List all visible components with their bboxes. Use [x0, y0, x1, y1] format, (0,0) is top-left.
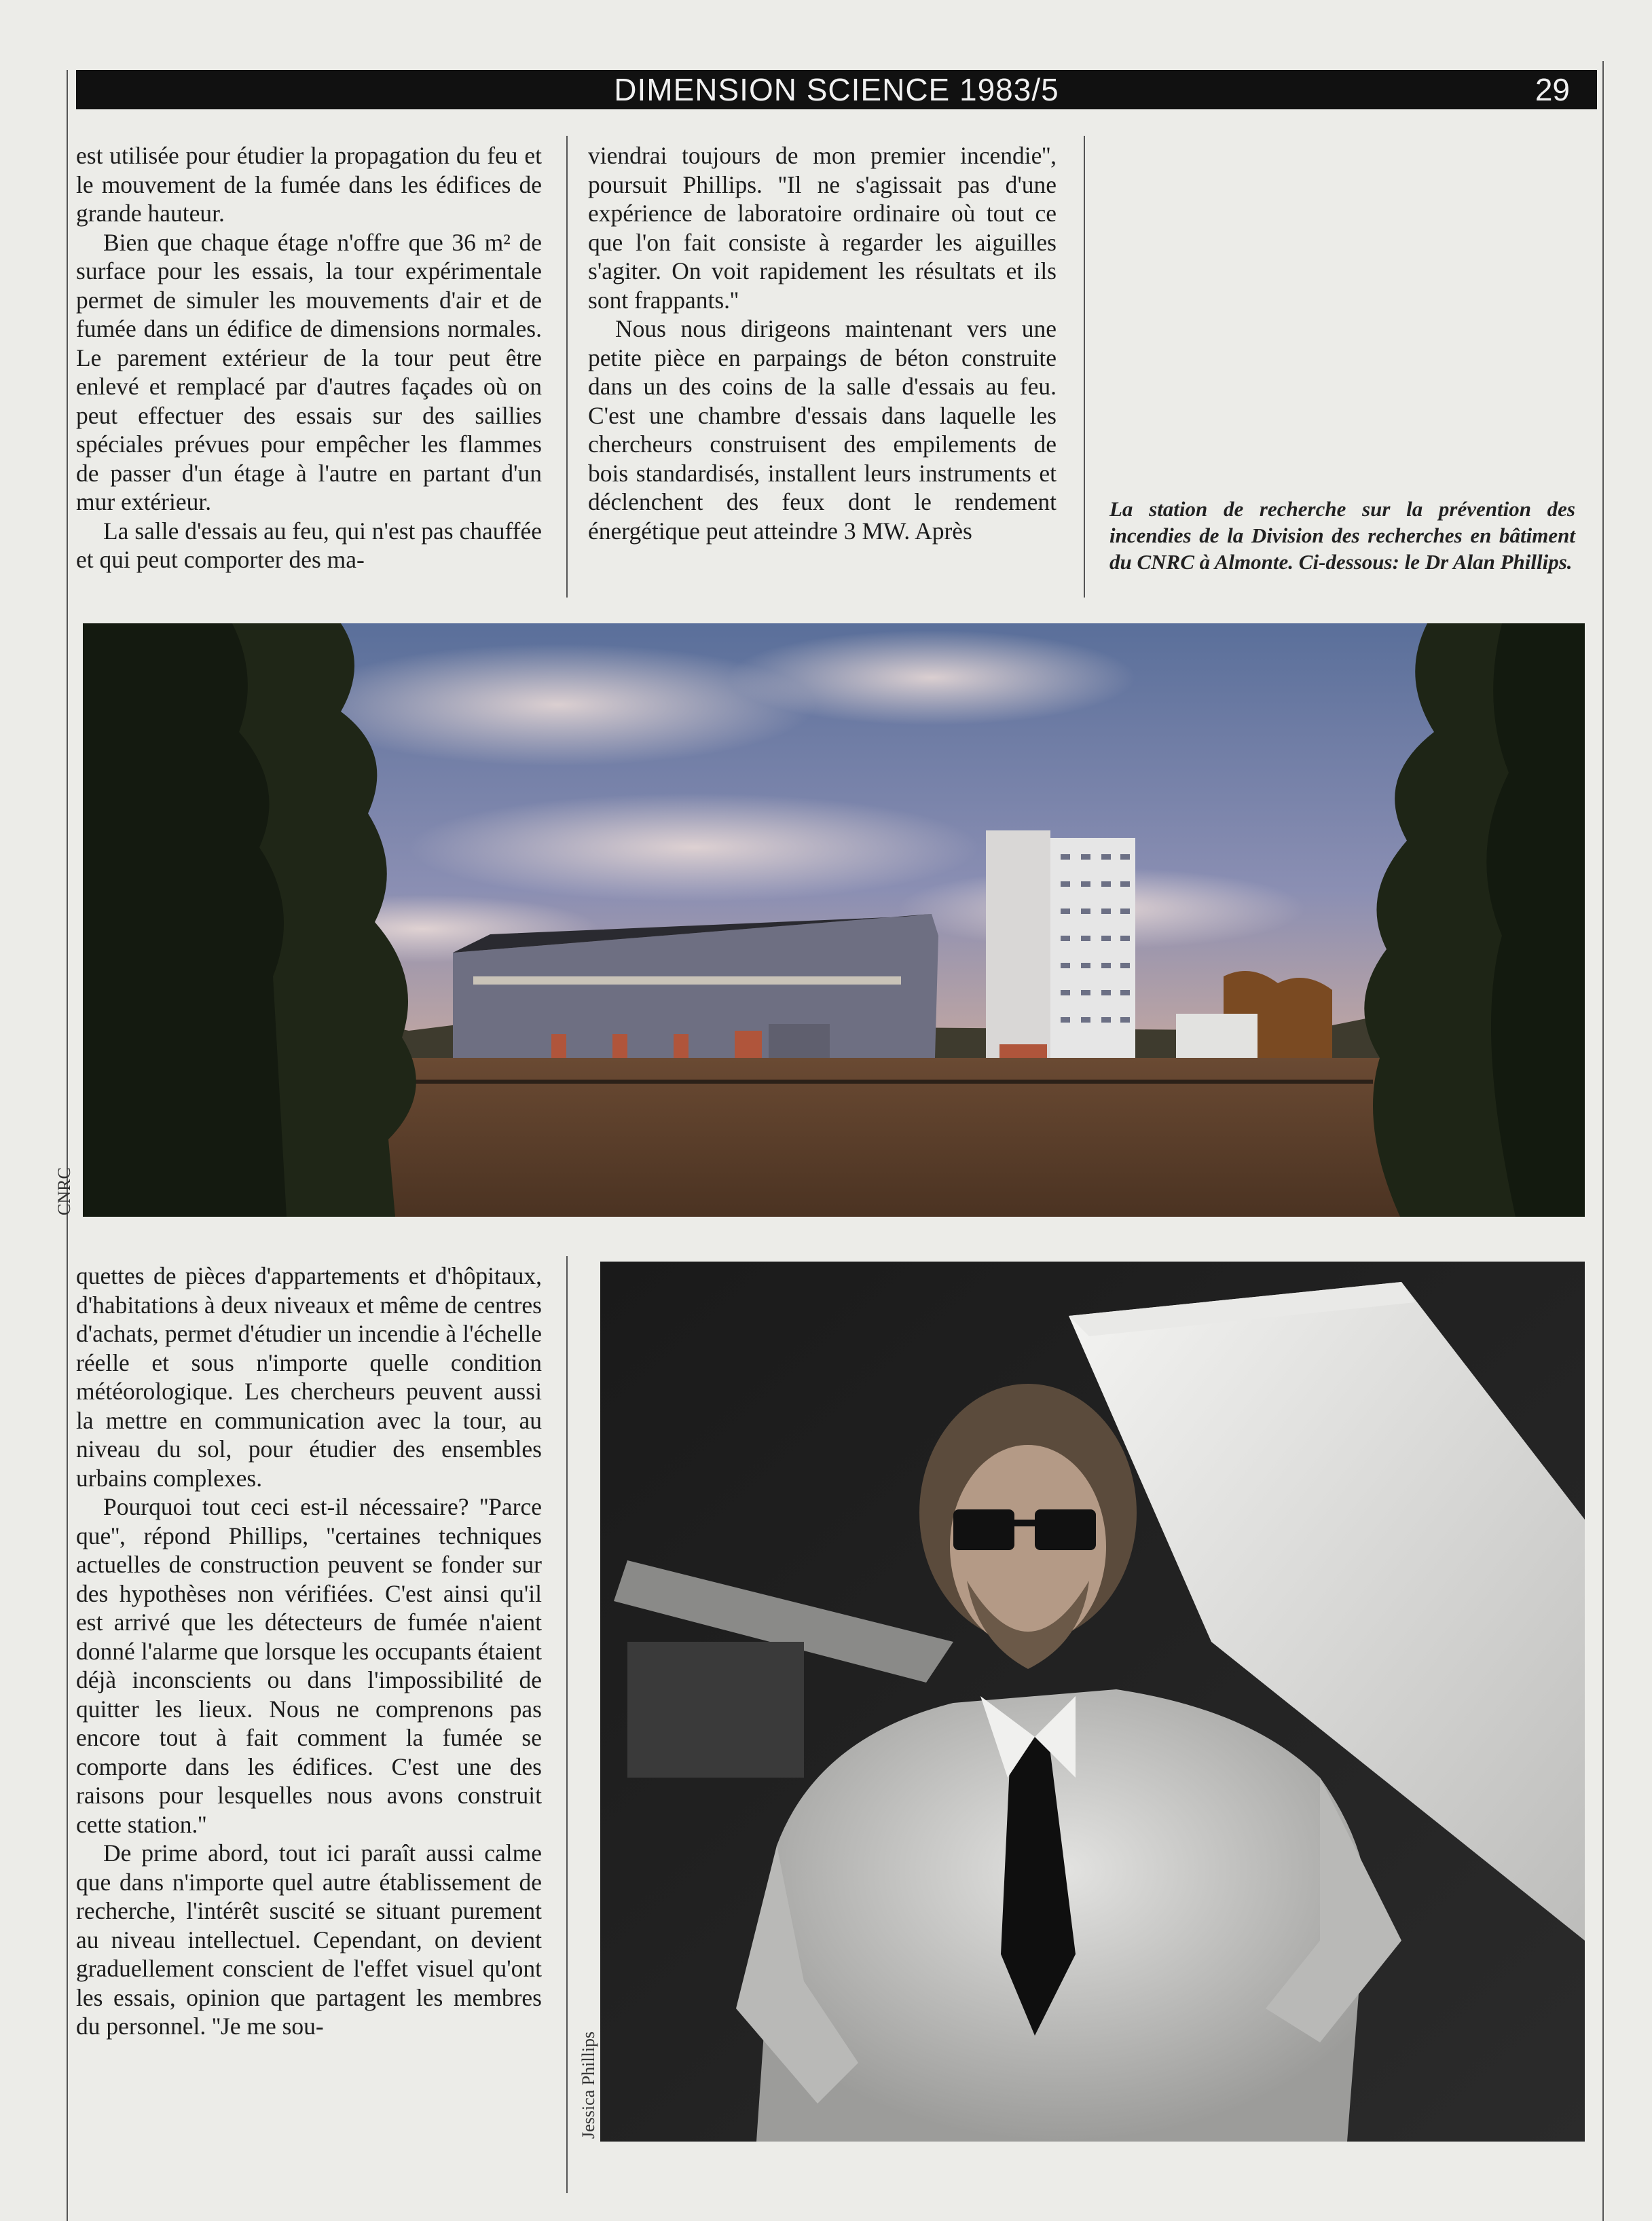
research-station-photo [83, 623, 1585, 1217]
article-column-1 [76, 141, 542, 574]
paragraph: Pourquoi tout ceci est-il nécessaire? ''Parce que'', répond Phillips, ''certaines techniques actuelles de construction peuvent se fonder sur des hypothèses non vérifiées. C'est ainsi qu'il est arrivé que les détecteurs de fumée n'aient donné l'alarme que lorsque les occupants étaient déjà inconscients ou dans l'impossibilité de quitter les lieux. Nous ne comprenons pas encore tout à fait comment la fumée se comporte dans les édifices. C'est une des raisons pour lesquelles nous avons construit cette station.'' [76, 1493, 542, 1838]
photo-caption: La station de recherche sur la prévention des incendies de la Division des recherches en bâtiment du CNRC à Almonte. Ci-dessous: le Dr Alan Phillips. [1109, 497, 1575, 574]
page-number: 29 [1535, 72, 1570, 107]
article-column-2 [588, 141, 1057, 545]
paragraph: viendrai toujours de mon premier incendie'', poursuit Phillips. ''Il ne s'agissait pas d'une expérience de laboratoire ordinaire où tout ce que l'on fait consiste à regarder les aiguilles s'agiter. On voit rapidement les résultats et ils sont frappants.'' [588, 142, 1057, 314]
page-header [76, 70, 1597, 109]
paragraph: Bien que chaque étage n'offre que 36 m² de surface pour les essais, la tour expérimentale permet de simuler les mouvements d'air et de fumée dans un édifice de dimensions normales. Le parement extérieur de la tour peut être enlevé et remplacé par d'autres façades où on peut effectuer des essais sur des saillies spéciales prévues pour empêcher les flammes de passer d'un étage à l'autre en partant d'un mur extérieur. [76, 228, 542, 515]
magazine-title: DIMENSION SCIENCE 1983/5 [614, 72, 1059, 107]
article-column-3 [76, 1262, 542, 2041]
column-rule-mid-top [566, 136, 568, 598]
portrait-photo [600, 1262, 1585, 2142]
column-rule-left [67, 70, 68, 2221]
column-rule-right-edge [1602, 61, 1604, 2221]
column-rule-right-top [1084, 136, 1085, 598]
paragraph: quettes de pièces d'appartements et d'hôpitaux, d'habitations à deux niveaux et même de centres d'achats, permet d'étudier un incendie à l'échelle réelle et sous n'importe quelle condition météorologique. Les chercheurs peuvent aussi la mettre en communication avec la tour, au niveau du sol, pour étudier des ensembles urbains complexes. [76, 1262, 542, 1492]
photo-credit-jessica-phillips: Jessica Phillips [579, 2031, 598, 2139]
column-rule-mid-bottom [566, 1256, 568, 2193]
paragraph: Nous nous dirigeons maintenant vers une petite pièce en parpaings de béton construite dans un des coins de la salle d'essais au feu. C'est une chambre d'essais dans laquelle les chercheurs construisent des empilements de bois standardisés, installent leurs instruments et déclenchent des feux dont le rendement énergétique peut atteindre 3 MW. Après [588, 315, 1057, 545]
paragraph: est utilisée pour étudier la propagation du feu et le mouvement de la fumée dans les édifices de grande hauteur. [76, 142, 542, 227]
paragraph: La salle d'essais au feu, qui n'est pas chauffée et qui peut comporter des ma- [76, 517, 542, 573]
paragraph: De prime abord, tout ici paraît aussi calme que dans n'importe quel autre établissement de recherche, l'intérêt suscité se situant purement au niveau intellectuel. Cependant, on devient graduellement conscient de l'effet visuel qu'ont les essais, opinion que partagent les membres du personnel. ''Je me sou- [76, 1839, 542, 2040]
photo-credit-cnrc: CNRC [54, 1167, 74, 1215]
